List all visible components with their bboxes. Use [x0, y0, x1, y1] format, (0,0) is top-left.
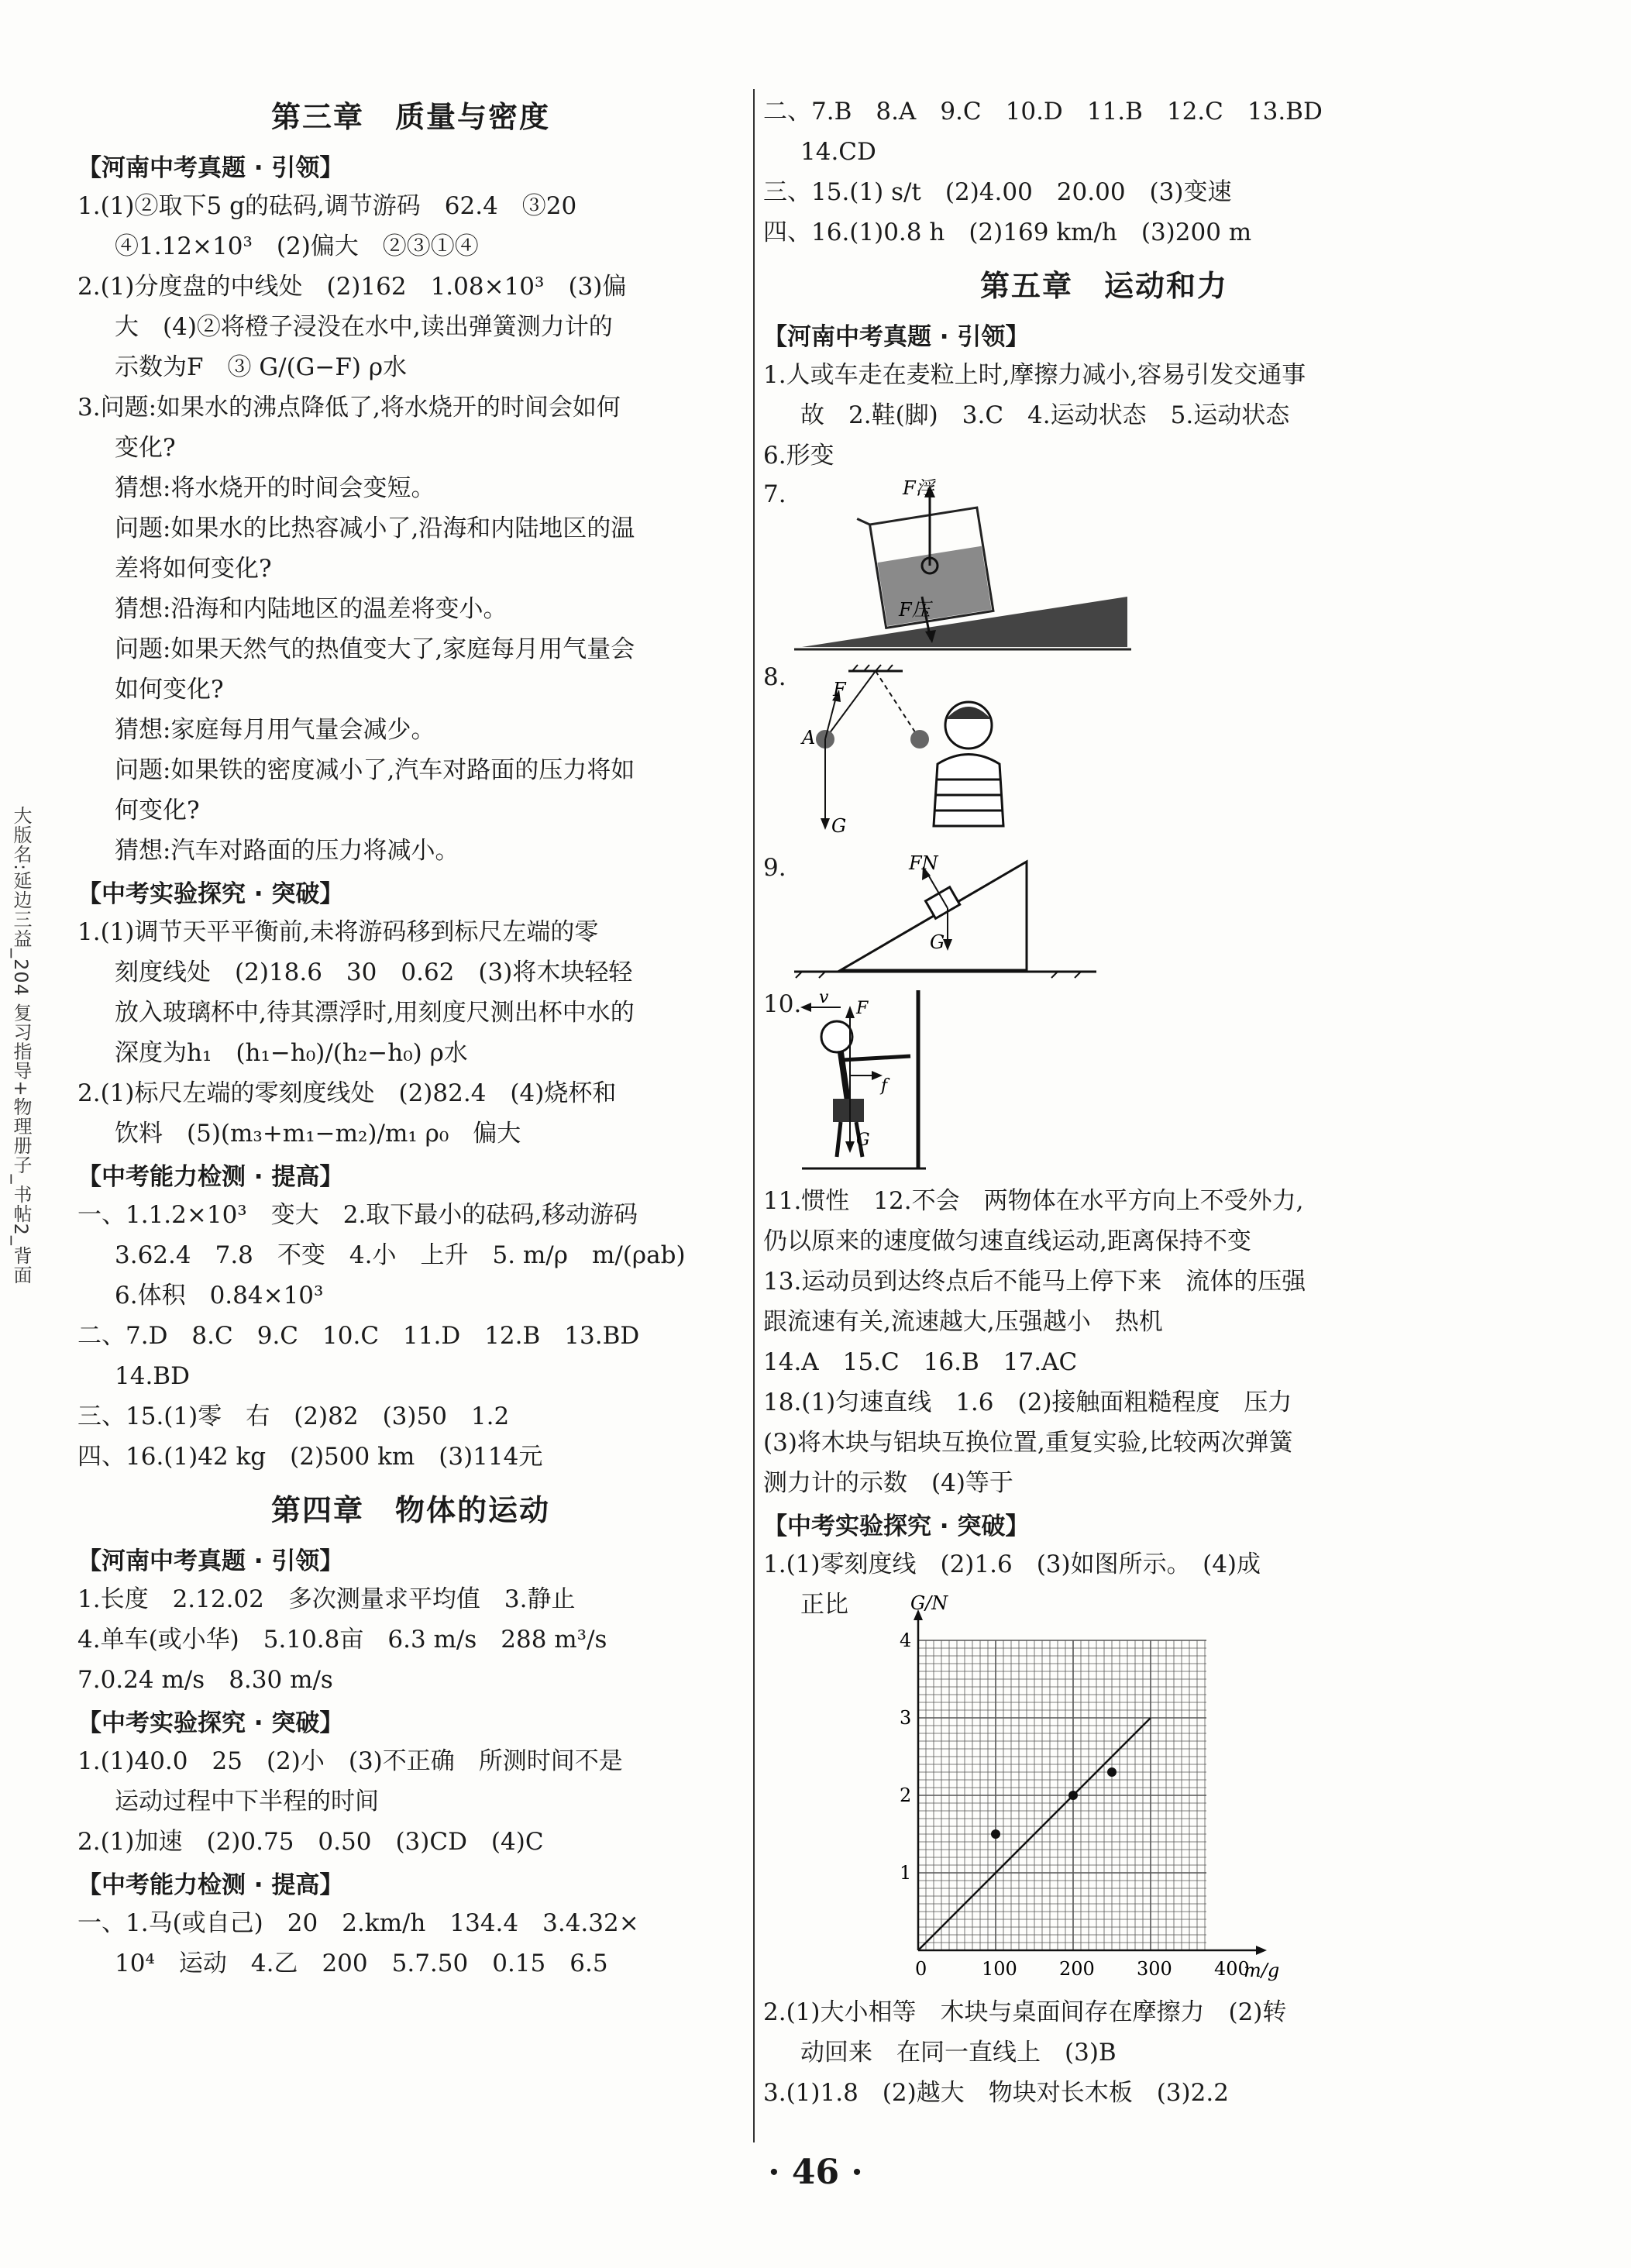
answer-line: 二、7.D 8.C 9.C 10.C 11.D 12.B 13.BD: [77, 1322, 640, 1350]
answer-line: 2.(1)加速 (2)0.75 0.50 (3)CD (4)C: [77, 1828, 544, 1856]
tension-label: F: [833, 679, 846, 700]
answer-line: 如何变化?: [115, 676, 224, 704]
answer-line: 1.(1)40.0 25 (2)小 (3)不正确 所测时间不是: [77, 1747, 623, 1775]
figure-10: [763, 988, 1445, 1176]
ch5-section-shiyan: 【中考实验探究 · 突破】: [763, 1513, 1030, 1540]
answer-line: 大 (4)②将橙子浸没在水中,读出弹簧测力计的: [115, 313, 613, 341]
answer-line: 何变化?: [115, 797, 200, 824]
answer-line: 三、15.(1) s/t (2)4.00 20.00 (3)变速: [763, 178, 1232, 206]
gravity-label: G: [856, 1131, 870, 1150]
figure-10-label: 10.: [763, 990, 802, 1018]
answer-line: 1.人或车走在麦粒上时,摩擦力减小,容易引发交通事: [763, 361, 1306, 389]
figure-9-label: 9.: [763, 854, 786, 882]
figure-8: [763, 663, 1445, 849]
y-tick-label: 2: [900, 1784, 912, 1806]
answer-line: 刻度线处 (2)18.6 30 0.62 (3)将木块轻轻: [115, 958, 633, 986]
answer-line: 运动过程中下半程的时间: [115, 1788, 379, 1815]
answer-line: 问题:如果水的比热容减小了,沿海和内陆地区的温: [115, 515, 635, 542]
answer-line: 三、15.(1)零 右 (2)82 (3)50 1.2: [77, 1402, 510, 1430]
column-divider: [753, 89, 755, 2142]
answer-line: 6.体积 0.84×10³: [115, 1282, 324, 1310]
point-a-label: A: [802, 727, 816, 749]
answer-line: 一、1.马(或自己) 20 2.km/h 134.4 3.4.32×: [77, 1909, 639, 1937]
answer-line: 二、7.B 8.A 9.C 10.D 11.B 12.C 13.BD: [763, 98, 1323, 126]
answer-line: 四、16.(1)42 kg (2)500 km (3)114元: [77, 1443, 543, 1471]
answer-line: 4.单车(或小华) 5.10.8亩 6.3 m/s 288 m³/s: [77, 1626, 607, 1654]
right-column: [763, 91, 1445, 2113]
block-incline-diagram: [794, 854, 1120, 986]
ch4-section-nengli: 【中考能力检测 · 提高】: [77, 1871, 344, 1899]
answer-line: (3)将木块与铝块互换位置,重复实验,比较两次弹簧: [763, 1429, 1293, 1457]
left-column: [77, 84, 744, 1984]
answer-line: ④1.12×10³ (2)偏大 ②③①④: [115, 232, 479, 260]
figure-7: [763, 477, 1445, 659]
answer-line: 放入玻璃杯中,待其漂浮时,用刻度尺测出杯中水的: [115, 999, 635, 1027]
x-tick-label: 200: [1059, 1958, 1095, 1980]
answer-line: 7.0.24 m/s 8.30 m/s: [77, 1666, 333, 1694]
data-point: [1107, 1767, 1117, 1777]
figure-7-label: 7.: [763, 480, 786, 508]
ch3-section-zhenti: 【河南中考真题 · 引领】: [77, 154, 344, 182]
answer-line: 猜想:将水烧开的时间会变短。: [115, 474, 435, 502]
answer-line: 四、16.(1)0.8 h (2)169 km/h (3)200 m: [763, 219, 1252, 246]
force-label: F: [856, 999, 869, 1018]
beaker-incline-diagram: [794, 477, 1135, 659]
answer-line: 差将如何变化?: [115, 555, 272, 583]
answer-line: 跟流速有关,流速越大,压强越小 热机: [763, 1308, 1163, 1336]
answer-line: 2.(1)大小相等 木块与桌面间存在摩擦力 (2)转: [763, 1998, 1287, 2026]
figure-8-label: 8.: [763, 663, 786, 691]
answer-line: 猜想:汽车对路面的压力将减小。: [115, 837, 459, 865]
y-tick-label: 3: [900, 1707, 912, 1729]
answer-line: 1.(1)调节天平平衡前,未将游码移到标尺左端的零: [77, 918, 599, 946]
x-tick-label: 400: [1214, 1958, 1250, 1980]
answer-line: 猜想:家庭每月用气量会减少。: [115, 716, 435, 744]
normal-force-label: FN: [909, 852, 938, 874]
answer-line: 3.62.4 7.8 不变 4.小 上升 5. m/ρ m/(ρab): [115, 1241, 686, 1269]
g-m-chart-wrap: [872, 1592, 1445, 1992]
data-point: [991, 1829, 1000, 1839]
figure-9: [763, 852, 1445, 986]
answer-line: 18.(1)匀速直线 1.6 (2)接触面粗糙程度 压力: [763, 1389, 1292, 1416]
answer-line: 测力计的示数 (4)等于: [763, 1469, 1013, 1497]
answer-line: 13.运动员到达终点后不能马上停下来 流体的压强: [763, 1268, 1306, 1296]
answer-line: 饮料 (5)(m₃+m₁−m₂)/m₁ ρ₀ 偏大: [115, 1120, 521, 1148]
page-number: · 46 ·: [768, 2153, 863, 2192]
buoyancy-force-label: F浮: [903, 477, 934, 499]
boy-illustration: [934, 702, 1003, 826]
chapter5-title: 第五章 运动和力: [979, 269, 1228, 303]
answer-line: 1.(1)零刻度线 (2)1.6 (3)如图所示。 (4)成: [763, 1550, 1261, 1578]
wall-push-diagram: [794, 990, 1027, 1176]
x-axis-arrow: [1256, 1946, 1267, 1955]
y-axis-label: G/N: [910, 1592, 948, 1614]
x-tick-label: 300: [1137, 1958, 1172, 1980]
answer-line: 问题:如果铁的密度减小了,汽车对路面的压力将如: [115, 756, 635, 784]
friction-label: f: [881, 1076, 888, 1096]
answer-line: 正比: [800, 1591, 848, 1619]
answer-line: 1.长度 2.12.02 多次测量求平均值 3.静止: [77, 1585, 576, 1613]
gravity-label: G: [930, 931, 945, 953]
ch3-section-shiyan: 【中考实验探究 · 突破】: [77, 880, 344, 908]
chapter4-title: 第四章 物体的运动: [270, 1493, 550, 1527]
answer-line: 3.问题:如果水的沸点降低了,将水烧开的时间会如何: [77, 394, 621, 422]
x-tick-label: 0: [915, 1958, 927, 1980]
answer-line: 深度为h₁ (h₁−h₀)/(h₂−h₀) ρ水: [115, 1039, 468, 1067]
pendulum-diagram: [794, 663, 1120, 849]
answer-line: 故 2.鞋(脚) 3.C 4.运动状态 5.运动状态: [800, 401, 1290, 429]
ch3-section-nengli: 【中考能力检测 · 提高】: [77, 1163, 344, 1191]
answer-line: 14.BD: [115, 1362, 190, 1390]
answer-line: 仍以原来的速度做匀速直线运动,距离保持不变: [763, 1227, 1251, 1255]
answer-line: 变化?: [115, 434, 176, 462]
answer-line: 猜想:沿海和内陆地区的温差将变小。: [115, 595, 508, 623]
answer-line: 3.(1)1.8 (2)越大 物块对长木板 (3)2.2: [763, 2079, 1229, 2107]
velocity-label: v: [819, 988, 829, 1007]
g-m-chart: [872, 1592, 1306, 1989]
chapter3-title: 第三章 质量与密度: [270, 100, 550, 134]
data-point: [1068, 1791, 1078, 1800]
x-tick-label: 100: [982, 1958, 1017, 1980]
answer-line: 问题:如果天然气的热值变大了,家庭每月用气量会: [115, 635, 635, 663]
y-tick-label: 4: [900, 1630, 912, 1651]
spine-text: 大版名:延边三益_204 复习指导+物理册子_书帖2_背面: [10, 806, 32, 1285]
y-tick-label: 1: [900, 1862, 912, 1884]
gravity-label: G: [831, 815, 847, 837]
answer-line: 14.CD: [800, 138, 876, 166]
answer-line: 6.形变: [763, 442, 834, 470]
answer-line: 一、1.1.2×10³ 变大 2.取下最小的砝码,移动游码: [77, 1201, 638, 1229]
answer-line: 2.(1)标尺左端的零刻度线处 (2)82.4 (4)烧杯和: [77, 1079, 617, 1107]
answer-line: 示数为F ③ G/(G−F) ρ水: [115, 353, 408, 381]
ch4-section-zhenti: 【河南中考真题 · 引领】: [77, 1547, 344, 1575]
answer-line: 11.惯性 12.不会 两物体在水平方向上不受外力,: [763, 1187, 1304, 1215]
ch5-section-zhenti: 【河南中考真题 · 引领】: [763, 323, 1030, 351]
answer-line: 2.(1)分度盘的中线处 (2)162 1.08×10³ (3)偏: [77, 273, 627, 301]
answer-line: 10⁴ 运动 4.乙 200 5.7.50 0.15 6.5: [115, 1950, 608, 1977]
answer-line: 14.A 15.C 16.B 17.AC: [763, 1348, 1078, 1376]
answer-line: 动回来 在同一直线上 (3)B: [800, 2039, 1117, 2067]
x-axis-label: m/g: [1244, 1960, 1280, 1981]
ch4-section-shiyan: 【中考实验探究 · 突破】: [77, 1709, 344, 1737]
answer-line: 1.(1)②取下5 g的砝码,调节游码 62.4 ③20: [77, 192, 577, 220]
pressure-force-label: F压: [899, 599, 931, 621]
